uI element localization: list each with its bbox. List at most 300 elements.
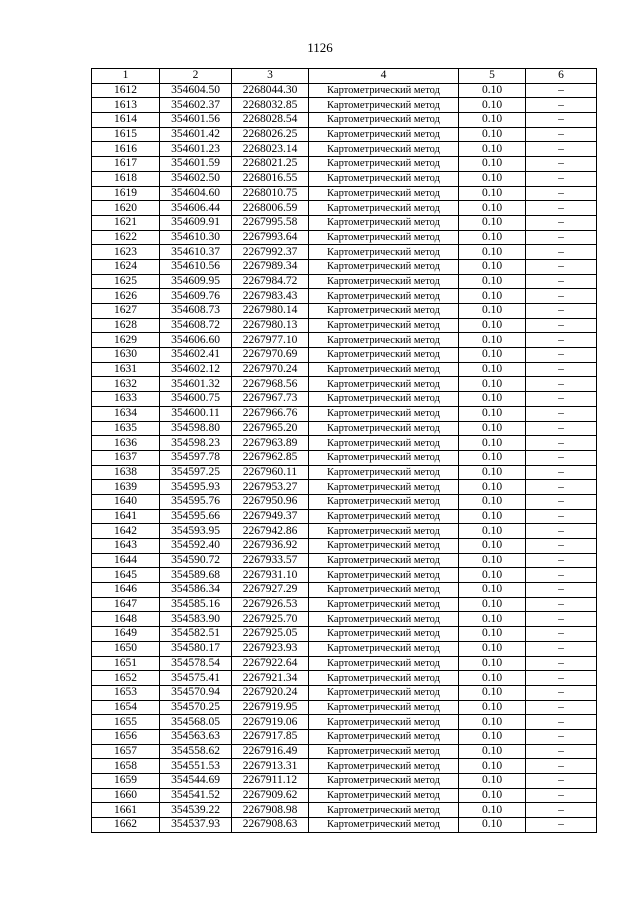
table-cell: 1658 xyxy=(92,759,160,774)
table-cell: Картометрический метод xyxy=(309,671,459,686)
table-cell: – xyxy=(526,333,597,348)
table-row xyxy=(92,509,597,524)
table-cell: 0.10 xyxy=(459,465,526,480)
table-cell: 2267919.95 xyxy=(232,700,309,715)
table-cell: 354601.32 xyxy=(160,377,232,392)
table-cell: 354578.54 xyxy=(160,656,232,671)
table-cell: Картометрический метод xyxy=(309,524,459,539)
table-cell: 1647 xyxy=(92,597,160,612)
table-row xyxy=(92,553,597,568)
table-cell: Картометрический метод xyxy=(309,201,459,216)
table-cell: Картометрический метод xyxy=(309,113,459,128)
table-cell: 2267917.85 xyxy=(232,729,309,744)
table-cell: Картометрический метод xyxy=(309,377,459,392)
table-cell: 0.10 xyxy=(459,744,526,759)
table-cell: 0.10 xyxy=(459,480,526,495)
table-cell: – xyxy=(526,171,597,186)
table-cell: 354551.53 xyxy=(160,759,232,774)
table-cell: 2268026.25 xyxy=(232,127,309,142)
table-cell: 2268010.75 xyxy=(232,186,309,201)
table-row xyxy=(92,83,597,98)
table-cell: 2267919.06 xyxy=(232,715,309,730)
table-cell: 0.10 xyxy=(459,656,526,671)
table-cell: 0.10 xyxy=(459,818,526,833)
table-cell: 354597.25 xyxy=(160,465,232,480)
table-cell: – xyxy=(526,142,597,157)
table-cell: Картометрический метод xyxy=(309,641,459,656)
table-cell: 2267963.89 xyxy=(232,436,309,451)
table-cell: 354602.41 xyxy=(160,348,232,363)
table-cell: – xyxy=(526,362,597,377)
table-cell: – xyxy=(526,612,597,627)
table-row xyxy=(92,568,597,583)
table-cell: – xyxy=(526,215,597,230)
table-cell: 2267953.27 xyxy=(232,480,309,495)
table-row xyxy=(92,715,597,730)
table-cell: 2267950.96 xyxy=(232,494,309,509)
table-cell: 1659 xyxy=(92,774,160,789)
table-cell: – xyxy=(526,759,597,774)
table-cell: 354598.23 xyxy=(160,436,232,451)
table-cell: 0.10 xyxy=(459,157,526,172)
table-row xyxy=(92,656,597,671)
table-cell: 2267908.98 xyxy=(232,803,309,818)
table-cell: 354602.12 xyxy=(160,362,232,377)
table-cell: 1648 xyxy=(92,612,160,627)
table-cell: 2267992.37 xyxy=(232,245,309,260)
table-cell: 0.10 xyxy=(459,318,526,333)
table-cell: 1627 xyxy=(92,304,160,319)
table-row xyxy=(92,818,597,833)
table-cell: 2267942.86 xyxy=(232,524,309,539)
table-row xyxy=(92,700,597,715)
table-cell: 354600.75 xyxy=(160,392,232,407)
table-cell: Картометрический метод xyxy=(309,245,459,260)
table-cell: – xyxy=(526,274,597,289)
table-cell: 2268028.54 xyxy=(232,113,309,128)
table-cell: 354610.37 xyxy=(160,245,232,260)
table-cell: – xyxy=(526,774,597,789)
table-cell: 354575.41 xyxy=(160,671,232,686)
table-row xyxy=(92,597,597,612)
table-cell: 2267970.69 xyxy=(232,348,309,363)
table-row xyxy=(92,274,597,289)
table-cell: – xyxy=(526,641,597,656)
table-cell: – xyxy=(526,377,597,392)
table-cell: 1649 xyxy=(92,627,160,642)
table-row xyxy=(92,333,597,348)
table-cell: 354604.60 xyxy=(160,186,232,201)
table-cell: Картометрический метод xyxy=(309,465,459,480)
table-cell: 2267962.85 xyxy=(232,450,309,465)
table-cell: Картометрический метод xyxy=(309,171,459,186)
table-cell: Картометрический метод xyxy=(309,553,459,568)
table-cell: 1656 xyxy=(92,729,160,744)
table-cell: 2268032.85 xyxy=(232,98,309,113)
table-cell: Картометрический метод xyxy=(309,127,459,142)
table-cell: – xyxy=(526,98,597,113)
table-cell: – xyxy=(526,421,597,436)
table-cell: Картометрический метод xyxy=(309,259,459,274)
table-cell: 0.10 xyxy=(459,186,526,201)
table-cell: 2267970.24 xyxy=(232,362,309,377)
table-row xyxy=(92,803,597,818)
table-cell: – xyxy=(526,656,597,671)
table-cell: – xyxy=(526,157,597,172)
table-cell: 2267977.10 xyxy=(232,333,309,348)
table-cell: 1661 xyxy=(92,803,160,818)
table-cell: 1622 xyxy=(92,230,160,245)
table-cell: – xyxy=(526,259,597,274)
table-row xyxy=(92,494,597,509)
table-cell: – xyxy=(526,553,597,568)
table-cell: – xyxy=(526,597,597,612)
table-cell: 354580.17 xyxy=(160,641,232,656)
table-cell: Картометрический метод xyxy=(309,348,459,363)
table-cell: – xyxy=(526,494,597,509)
table-cell: 354597.78 xyxy=(160,450,232,465)
table-row xyxy=(92,744,597,759)
table-cell: 1638 xyxy=(92,465,160,480)
table-cell: Картометрический метод xyxy=(309,774,459,789)
page-number: 1126 xyxy=(307,40,333,55)
table-cell: 2267925.05 xyxy=(232,627,309,642)
table-cell: 2267931.10 xyxy=(232,568,309,583)
table-row xyxy=(92,641,597,656)
table-row xyxy=(92,392,597,407)
table-cell: Картометрический метод xyxy=(309,568,459,583)
table-cell: 1640 xyxy=(92,494,160,509)
coordinates-table xyxy=(91,68,597,833)
table-cell: 2267968.56 xyxy=(232,377,309,392)
table-cell: – xyxy=(526,289,597,304)
table-cell: Картометрический метод xyxy=(309,289,459,304)
table-row xyxy=(92,289,597,304)
table-cell: 0.10 xyxy=(459,230,526,245)
table-cell: 2267949.37 xyxy=(232,509,309,524)
table-cell: Картометрический метод xyxy=(309,612,459,627)
table-cell: 2267980.13 xyxy=(232,318,309,333)
table-cell: 0.10 xyxy=(459,509,526,524)
table-row xyxy=(92,685,597,700)
table-cell: Картометрический метод xyxy=(309,274,459,289)
table-cell: Картометрический метод xyxy=(309,142,459,157)
table-cell: 354609.95 xyxy=(160,274,232,289)
table-cell: 1662 xyxy=(92,818,160,833)
table-cell: 0.10 xyxy=(459,98,526,113)
table-cell: 0.10 xyxy=(459,788,526,803)
table-cell: Картометрический метод xyxy=(309,818,459,833)
table-cell: – xyxy=(526,671,597,686)
table-cell: 2267967.73 xyxy=(232,392,309,407)
table-cell: 2267916.49 xyxy=(232,744,309,759)
table-cell: – xyxy=(526,788,597,803)
table-cell: – xyxy=(526,480,597,495)
table-cell: 2267921.34 xyxy=(232,671,309,686)
table-cell: 354598.80 xyxy=(160,421,232,436)
table-cell: Картометрический метод xyxy=(309,450,459,465)
table-cell: 1657 xyxy=(92,744,160,759)
table-cell: 0.10 xyxy=(459,127,526,142)
table-cell: 354541.52 xyxy=(160,788,232,803)
table-cell: 0.10 xyxy=(459,113,526,128)
table-cell: 354570.94 xyxy=(160,685,232,700)
table-cell: Картометрический метод xyxy=(309,421,459,436)
column-header: 1 xyxy=(92,69,160,84)
table-cell: 0.10 xyxy=(459,568,526,583)
table-cell: Картометрический метод xyxy=(309,318,459,333)
table-cell: 1614 xyxy=(92,113,160,128)
table-cell: 354610.56 xyxy=(160,259,232,274)
table-cell: 0.10 xyxy=(459,627,526,642)
table-cell: 2267926.53 xyxy=(232,597,309,612)
table-row xyxy=(92,171,597,186)
table-cell: – xyxy=(526,201,597,216)
table-row xyxy=(92,627,597,642)
table-cell: Картометрический метод xyxy=(309,803,459,818)
table-cell: 0.10 xyxy=(459,245,526,260)
table-cell: 354558.62 xyxy=(160,744,232,759)
table-row xyxy=(92,186,597,201)
table-cell: Картометрический метод xyxy=(309,759,459,774)
table-cell: – xyxy=(526,436,597,451)
table-cell: 2267908.63 xyxy=(232,818,309,833)
table-cell: 1654 xyxy=(92,700,160,715)
table-cell: 2267925.70 xyxy=(232,612,309,627)
table-cell: – xyxy=(526,230,597,245)
table-cell: 2268044.30 xyxy=(232,83,309,98)
table-cell: 1631 xyxy=(92,362,160,377)
table-cell: – xyxy=(526,524,597,539)
table-cell: 354595.93 xyxy=(160,480,232,495)
table-row xyxy=(92,113,597,128)
table-cell: 354606.44 xyxy=(160,201,232,216)
table-cell: Картометрический метод xyxy=(309,362,459,377)
table-row xyxy=(92,450,597,465)
table-cell: 1613 xyxy=(92,98,160,113)
table-cell: 1618 xyxy=(92,171,160,186)
table-cell: 0.10 xyxy=(459,612,526,627)
table-cell: 2267984.72 xyxy=(232,274,309,289)
table-cell: 0.10 xyxy=(459,333,526,348)
table-cell: – xyxy=(526,729,597,744)
table-cell: 354609.76 xyxy=(160,289,232,304)
table-cell: 2267993.64 xyxy=(232,230,309,245)
table-cell: 1633 xyxy=(92,392,160,407)
table-cell: – xyxy=(526,700,597,715)
table-cell: – xyxy=(526,304,597,319)
table-cell: 1623 xyxy=(92,245,160,260)
table-cell: 354609.91 xyxy=(160,215,232,230)
table-cell: 1629 xyxy=(92,333,160,348)
table-cell: 1635 xyxy=(92,421,160,436)
table-cell: 0.10 xyxy=(459,348,526,363)
table-row xyxy=(92,362,597,377)
table-cell: – xyxy=(526,392,597,407)
table-cell: Картометрический метод xyxy=(309,230,459,245)
table-cell: 1650 xyxy=(92,641,160,656)
table-row xyxy=(92,377,597,392)
table-cell: 0.10 xyxy=(459,142,526,157)
table-row xyxy=(92,259,597,274)
table-cell: Картометрический метод xyxy=(309,715,459,730)
table-cell: Картометрический метод xyxy=(309,744,459,759)
table-cell: 0.10 xyxy=(459,274,526,289)
table-cell: 354601.42 xyxy=(160,127,232,142)
table-cell: – xyxy=(526,539,597,554)
table-cell: 354585.16 xyxy=(160,597,232,612)
table-cell: 1645 xyxy=(92,568,160,583)
table-cell: 354586.34 xyxy=(160,583,232,598)
table-cell: 354600.11 xyxy=(160,406,232,421)
table-cell: – xyxy=(526,113,597,128)
table-cell: 0.10 xyxy=(459,450,526,465)
table-cell: 1634 xyxy=(92,406,160,421)
table-cell: 0.10 xyxy=(459,671,526,686)
table-cell: Картометрический метод xyxy=(309,597,459,612)
table-cell: 0.10 xyxy=(459,201,526,216)
table-row xyxy=(92,729,597,744)
table-row xyxy=(92,539,597,554)
table-cell: 2267913.31 xyxy=(232,759,309,774)
table-cell: – xyxy=(526,715,597,730)
table-cell: 1626 xyxy=(92,289,160,304)
table-row xyxy=(92,406,597,421)
table-cell: 0.10 xyxy=(459,700,526,715)
table-cell: 354539.22 xyxy=(160,803,232,818)
table-cell: 1655 xyxy=(92,715,160,730)
table-cell: 0.10 xyxy=(459,215,526,230)
table-cell: 2268021.25 xyxy=(232,157,309,172)
table-cell: 354602.50 xyxy=(160,171,232,186)
table-cell: 354595.76 xyxy=(160,494,232,509)
table-cell: 1612 xyxy=(92,83,160,98)
table-cell: 0.10 xyxy=(459,715,526,730)
table-cell: Картометрический метод xyxy=(309,494,459,509)
table-cell: Картометрический метод xyxy=(309,98,459,113)
table-row xyxy=(92,436,597,451)
table-body xyxy=(92,83,597,832)
table-cell: Картометрический метод xyxy=(309,304,459,319)
table-cell: Картометрический метод xyxy=(309,480,459,495)
table-cell: – xyxy=(526,127,597,142)
table-cell: 354592.40 xyxy=(160,539,232,554)
table-row xyxy=(92,421,597,436)
table-cell: 0.10 xyxy=(459,524,526,539)
table-cell: – xyxy=(526,744,597,759)
table-cell: 1625 xyxy=(92,274,160,289)
table-cell: 1617 xyxy=(92,157,160,172)
table-cell: 354610.30 xyxy=(160,230,232,245)
table-row xyxy=(92,318,597,333)
table-cell: 354608.73 xyxy=(160,304,232,319)
column-header: 5 xyxy=(459,69,526,84)
table-cell: 2267923.93 xyxy=(232,641,309,656)
table-cell: 1637 xyxy=(92,450,160,465)
table-cell: 0.10 xyxy=(459,421,526,436)
table-cell: 0.10 xyxy=(459,641,526,656)
table-cell: – xyxy=(526,583,597,598)
table-row xyxy=(92,304,597,319)
table-cell: 2267933.57 xyxy=(232,553,309,568)
table-row xyxy=(92,201,597,216)
table-row xyxy=(92,230,597,245)
table-cell: 0.10 xyxy=(459,774,526,789)
table-cell: 2267966.76 xyxy=(232,406,309,421)
table-cell: 1652 xyxy=(92,671,160,686)
table-cell: Картометрический метод xyxy=(309,539,459,554)
table-cell: 354537.93 xyxy=(160,818,232,833)
table-cell: 2267980.14 xyxy=(232,304,309,319)
table-cell: 354563.63 xyxy=(160,729,232,744)
table-cell: – xyxy=(526,83,597,98)
table-cell: Картометрический метод xyxy=(309,436,459,451)
table-cell: 354595.66 xyxy=(160,509,232,524)
table-cell: 2267983.43 xyxy=(232,289,309,304)
column-header: 2 xyxy=(160,69,232,84)
table-cell: 1621 xyxy=(92,215,160,230)
table-cell: 1628 xyxy=(92,318,160,333)
table-cell: 354589.68 xyxy=(160,568,232,583)
table-cell: Картометрический метод xyxy=(309,215,459,230)
table-cell: 354601.59 xyxy=(160,157,232,172)
table-cell: 354602.37 xyxy=(160,98,232,113)
table-cell: 0.10 xyxy=(459,583,526,598)
table-cell: 2267927.29 xyxy=(232,583,309,598)
table-row xyxy=(92,348,597,363)
table-header-row xyxy=(92,69,597,84)
table-cell: 354583.90 xyxy=(160,612,232,627)
table-cell: 1619 xyxy=(92,186,160,201)
table-cell: Картометрический метод xyxy=(309,627,459,642)
table-row xyxy=(92,788,597,803)
table-cell: 354601.23 xyxy=(160,142,232,157)
table-cell: Картометрический метод xyxy=(309,83,459,98)
table-row xyxy=(92,774,597,789)
table-cell: 354593.95 xyxy=(160,524,232,539)
table-cell: 0.10 xyxy=(459,83,526,98)
column-header: 6 xyxy=(526,69,597,84)
table-cell: Картометрический метод xyxy=(309,333,459,348)
table-cell: 2267909.62 xyxy=(232,788,309,803)
table-row xyxy=(92,127,597,142)
table-cell: 354604.50 xyxy=(160,83,232,98)
table-cell: 0.10 xyxy=(459,362,526,377)
table-cell: 0.10 xyxy=(459,259,526,274)
table-cell: 1644 xyxy=(92,553,160,568)
table-cell: 1651 xyxy=(92,656,160,671)
table-cell: 0.10 xyxy=(459,289,526,304)
table-cell: 1615 xyxy=(92,127,160,142)
table-cell: Картометрический метод xyxy=(309,392,459,407)
table-cell: – xyxy=(526,465,597,480)
table-cell: – xyxy=(526,245,597,260)
table-cell: Картометрический метод xyxy=(309,656,459,671)
table-row xyxy=(92,671,597,686)
table-cell: 2267911.12 xyxy=(232,774,309,789)
table-cell: Картометрический метод xyxy=(309,406,459,421)
table-cell: Картометрический метод xyxy=(309,729,459,744)
table-cell: Картометрический метод xyxy=(309,157,459,172)
table-cell: – xyxy=(526,450,597,465)
table-row xyxy=(92,583,597,598)
table-cell: Картометрический метод xyxy=(309,186,459,201)
table-cell: – xyxy=(526,568,597,583)
table-cell: 2267989.34 xyxy=(232,259,309,274)
table-cell: Картометрический метод xyxy=(309,700,459,715)
column-header: 4 xyxy=(309,69,459,84)
table-cell: – xyxy=(526,685,597,700)
